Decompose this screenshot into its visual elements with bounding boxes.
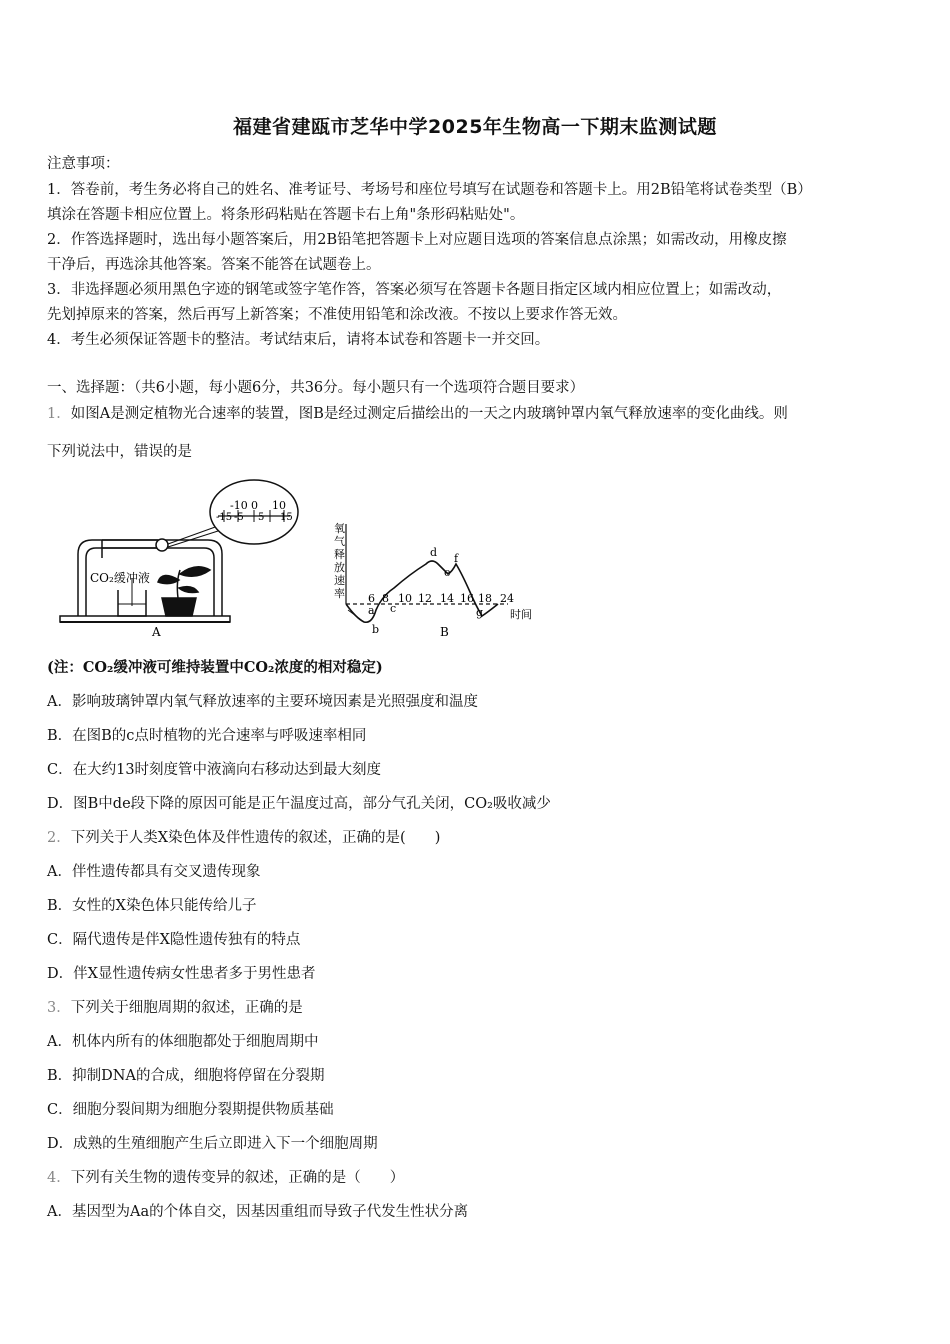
x-tick-label: 10 xyxy=(398,592,412,605)
x-tick-label: 8 xyxy=(382,592,389,605)
figure-note: (注：CO₂缓冲液可维持装置中CO₂浓度的相对稳定) xyxy=(47,659,383,676)
notice-line: 2．作答选择题时，选出每小题答案后，用2B铅笔把答题卡上对应题目选项的答案信息点涂黑；如需改动，用橡皮擦 xyxy=(47,232,787,248)
scale-label: -5 xyxy=(234,512,244,523)
option: A．机体内所有的体细胞都处于细胞周期中 xyxy=(47,1034,319,1050)
x-tick-label: 6 xyxy=(368,592,375,605)
y-axis-label: 氧 xyxy=(334,522,345,535)
question-text: 如图A是测定植物光合速率的装置，图B是经过测定后描绘出的一天之内玻璃钟罩内氧气释放速率的变化曲线。则 xyxy=(70,406,788,422)
figure-a-label: A xyxy=(152,625,161,639)
question-1-stem xyxy=(47,402,909,423)
point-label: c xyxy=(390,602,397,615)
question-3-stem xyxy=(47,996,909,1017)
apparatus-diagram xyxy=(60,480,298,622)
scale-label: 15 xyxy=(280,512,293,523)
point-label: e xyxy=(444,566,451,579)
figure-b-label: B xyxy=(440,625,449,639)
option: B．抑制DNA的合成，细胞将停留在分裂期 xyxy=(47,1068,325,1084)
notice-line: 干净后，再选涂其他答案。答案不能答在试题卷上。 xyxy=(47,257,381,273)
point-label: b xyxy=(372,623,380,636)
x-tick-label: 18 xyxy=(478,592,492,605)
section-heading: 一、选择题：（共6小题，每小题6分，共36分。每小题只有一个选项符合题目要求） xyxy=(47,380,585,396)
y-axis-label: 率 xyxy=(334,587,345,600)
y-axis-label: 速 xyxy=(334,574,345,587)
question-2-stem xyxy=(47,826,909,847)
y-axis-label: 气 xyxy=(334,535,345,548)
option: D．伴X显性遗传病女性患者多于男性患者 xyxy=(47,966,316,982)
x-tick-label: 24 xyxy=(500,592,514,605)
question-4-stem xyxy=(47,1166,909,1187)
option: D．成熟的生殖细胞产生后立即进入下一个细胞周期 xyxy=(47,1136,378,1152)
notice-line: 3．非选择题必须用黑色字迹的钢笔或签字笔作答，答案必须写在答题卡各题目指定区域内相应位置上；如需改动， xyxy=(47,282,782,298)
x-tick-label: 16 xyxy=(460,592,474,605)
scale-label: 5 xyxy=(258,512,265,523)
question-number: 4． xyxy=(47,1170,71,1186)
point-label: d xyxy=(430,546,438,559)
notice-heading: 注意事项： xyxy=(47,156,120,172)
point-label: f xyxy=(454,552,459,565)
scale-label: -15 xyxy=(216,512,233,523)
question-1-stem-cont: 下列说法中，错误的是 xyxy=(47,444,192,460)
question-text: 下列有关生物的遗传变异的叙述，正确的是（ ） xyxy=(70,1170,405,1186)
y-axis-label: 释 xyxy=(334,548,345,561)
point-label: a xyxy=(368,604,375,617)
option: C．隔代遗传是伴X隐性遗传独有的特点 xyxy=(47,932,301,948)
option: B．在图B的c点时植物的光合速率与呼吸速率相同 xyxy=(47,728,367,744)
page-title: 福建省建瓯市芝华中学2025年生物高一下期末监测试题 xyxy=(233,116,717,138)
point-label: g xyxy=(476,606,484,619)
option: C．在大约13时刻度管中液滴向右移动达到最大刻度 xyxy=(47,762,382,778)
buffer-label: CO₂缓冲液 xyxy=(90,571,150,585)
option: A．影响玻璃钟罩内氧气释放速率的主要环境因素是光照强度和温度 xyxy=(47,694,478,710)
notice-line: 填涂在答题卡相应位置上。将条形码粘贴在答题卡右上角"条形码粘贴处"。 xyxy=(47,207,525,223)
option: C．细胞分裂间期为细胞分裂期提供物质基础 xyxy=(47,1102,334,1118)
option: D．图B中de段下降的原因可能是正午温度过高，部分气孔关闭，CO₂吸收减少 xyxy=(47,796,551,812)
question-text: 下列关于人类X染色体及伴性遗传的叙述，正确的是( ) xyxy=(70,830,441,846)
option: A．伴性遗传都具有交叉遗传现象 xyxy=(47,864,261,880)
scale-label: 0 xyxy=(251,499,258,512)
x-tick-label: 14 xyxy=(440,592,454,605)
question-number: 2． xyxy=(47,830,71,846)
y-axis-label: 放 xyxy=(334,561,345,574)
notice-line: 4．考生必须保证答题卡的整洁。考试结束后，请将本试卷和答题卡一并交回。 xyxy=(47,332,550,348)
x-tick-label: 12 xyxy=(418,592,432,605)
scale-label: -10 xyxy=(230,499,248,512)
notice-line: 先划掉原来的答案，然后再写上新答案；不准使用铅笔和涂改液。不按以上要求作答无效。 xyxy=(47,307,627,323)
notice-line: 1．答卷前，考生务必将自己的姓名、准考证号、考场号和座位号填写在试题卷和答题卡上。用2B铅笔将试卷类型（B） xyxy=(47,182,812,198)
question-text: 下列关于细胞周期的叙述，正确的是 xyxy=(70,1000,303,1016)
option: A．基因型为Aa的个体自交，因基因重组而导致子代发生性状分离 xyxy=(47,1204,469,1220)
option: B．女性的X染色体只能传给儿子 xyxy=(47,898,257,914)
x-axis-label: 时间 xyxy=(510,608,532,621)
question-number: 3． xyxy=(47,1000,71,1016)
experiment-figure xyxy=(58,478,558,640)
scale-label: 10 xyxy=(272,499,286,512)
question-number: 1． xyxy=(47,406,71,422)
